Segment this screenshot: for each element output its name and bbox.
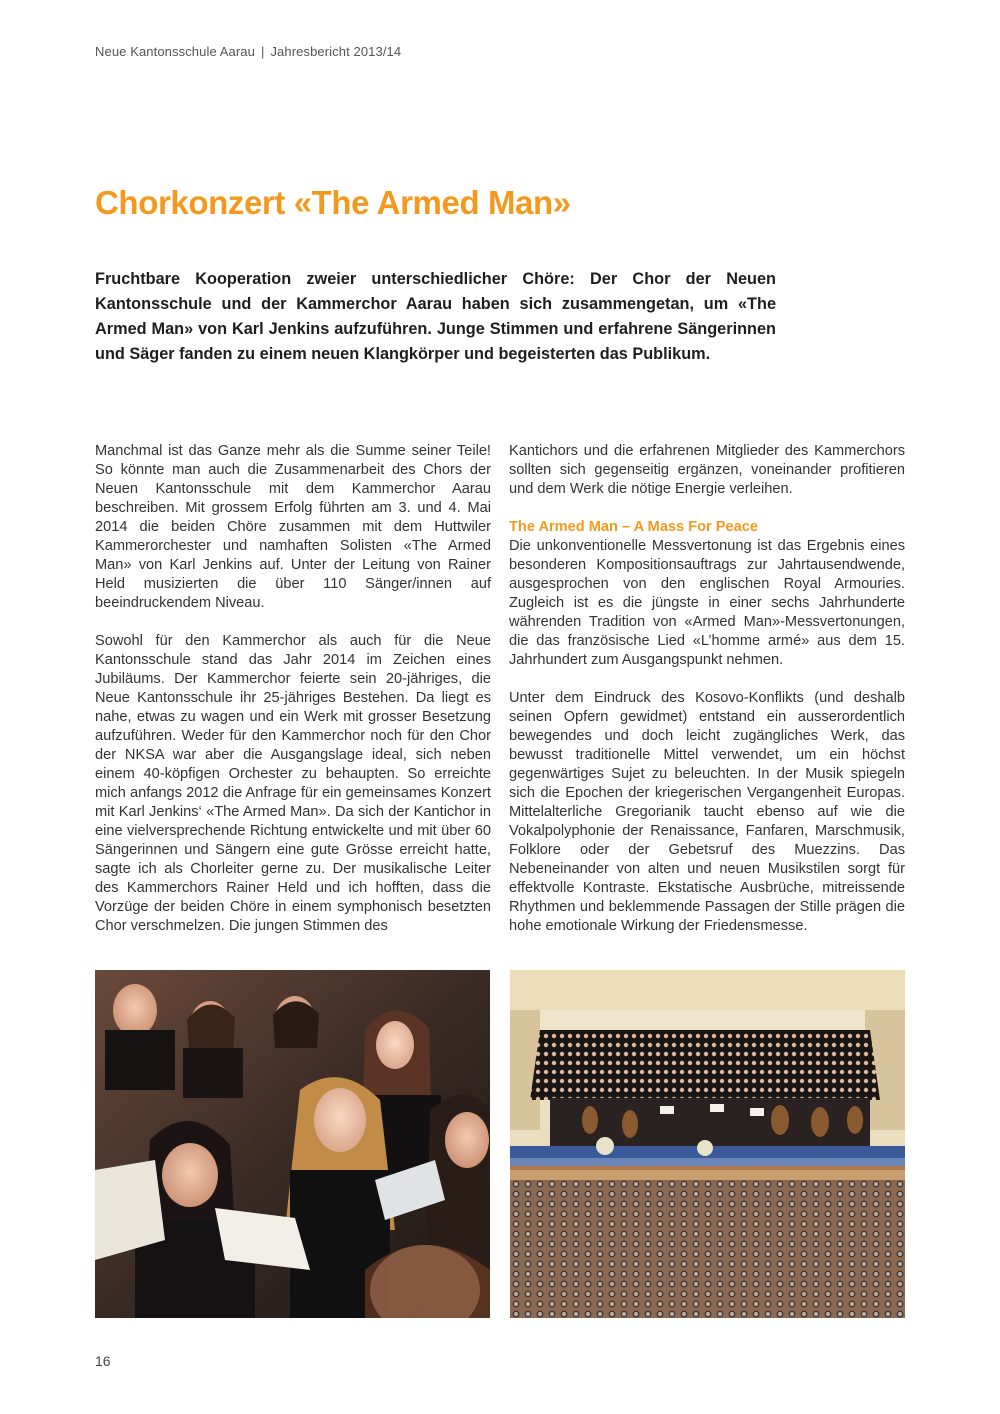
report-name: Jahresbericht 2013/14 [270, 44, 402, 59]
header-separator: | [260, 44, 265, 59]
right-column [509, 442, 905, 955]
choir-singers-photo [95, 970, 490, 1318]
paragraph: Manchmal ist das Ganze mehr als die Summe seiner Teile! So könnte man auch die Zusammenarbeit des Chors der Neuen Kantonsschule mit dem Kammerchor Aarau beschreiben. Mit grossem Erfolg führten am 3. und 4. Mai 2014 die beiden Chöre zusammen mit dem Huttwiler Kammerorchester und namhaften Solisten «The Armed Man» von Karl Jenkins auf. Unter der Leitung von Rainer Held musizierten die über 110 Sänger/innen auf beeindruckendem Niveau. [95, 443, 491, 611]
concert-hall-photo [510, 970, 905, 1318]
paragraph: Kantichors und die erfahrenen Mitglieder des Kammerchors sollten sich gegenseitig ergänzen, voneinander profitieren und dem Werk die nötige Energie verleihen. [509, 443, 905, 497]
section-subheading: The Armed Man – A Mass For Peace [509, 519, 758, 535]
running-header [95, 44, 401, 59]
paragraph: Unter dem Eindruck des Kosovo-Konflikts (und deshalb seinen Opfern gewidmet) entstand ein ausserordentlich bewegendes und doch leicht zugängliches Werk, das bewusst traditionelle Mittel verwendet, um ein höchst gegenwärtiges Sujet zu beleuchten. In der Musik spiegeln sich die Epochen der kriegerischen Vergangenheit Europas. Mittelalterliche Gregorianik taucht ebenso auf wie die Vokalpolyphonie der Renaissance, Fanfaren, Marschmusik, Folklore oder der Gebetsruf des Muezzins. Das Nebeneinander von alten und neuen Musikstilen sorgt für effektvolle Kontraste. Ekstatische Ausbrüche, mitreissende Rhythmen und beklemmende Passagen der Stille prägen die hohe emotionale Wirkung der Friedensmesse. [509, 690, 905, 934]
article-title: Chorkonzert «The Armed Man» [95, 184, 571, 221]
school-name: Neue Kantonsschule Aarau [95, 44, 255, 59]
left-column [95, 442, 491, 955]
paragraph: Die unkonventionelle Messvertonung ist das Ergebnis eines besonderen Kompositionsauftrags zur Jahrtausendwende, ausgesprochen von den englischen Royal Armouries. Zugleich ist es die jüngste in einer sechs Jahrhunderte währenden Tradition von «Armed Man»-Messvertonungen, die das französische Lied «L’homme armé» aus dem 15. Jahrhundert zum Ausgangspunkt nehmen. [509, 538, 905, 668]
paragraph: Sowohl für den Kammerchor als auch für die Neue Kantonsschule stand das Jahr 2014 im Zeichen eines Jubiläums. Der Kammerchor feierte sein 20-jähriges, die Neue Kantonsschule ihr 25-jähriges Bestehen. Da liegt es nahe, etwas zu wagen und ein Werk mit grosser Besetzung aufzuführen. Weder für den Kammerchor noch für den Chor der NKSA war aber die Ausgangslage ideal, sich neben einem 40-köpfigen Orchester zu behaupten. So erreichte mich anfangs 2012 die Anfrage für ein gemeinsames Konzert mit Karl Jenkins‘ «The Armed Man». Da sich der Kantichor in eine vielversprechende Richtung entwickelte und mit über 60 Sängerinnen und Sängern eine gute Grösse erreicht hatte, sagte ich als Chorleiter gerne zu. Der musikalische Leiter des Kammerchors Rainer Held und ich hofften, dass die Vorzüge der beiden Chöre in einem symphonisch besetzten Chor verschmelzen. Die jungen Stimmen des [95, 633, 491, 934]
page-number: 16 [95, 1353, 111, 1369]
article-lead: Fruchtbare Kooperation zweier unterschiedlicher Chöre: Der Chor der Neuen Kantonsschule und der Kammerchor Aarau haben sich zusammengetan, um «The Armed Man» von Karl Jenkins aufzuführen. Junge Stimmen und erfahrene Sängerinnen und Säger fanden zu einem neuen Klangkörper und begeisterten das Publikum. [95, 270, 776, 363]
